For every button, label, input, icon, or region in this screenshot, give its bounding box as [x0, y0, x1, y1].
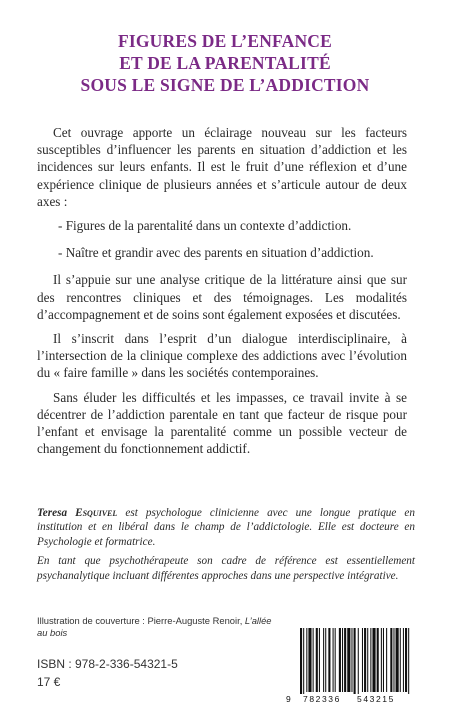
title-line-2: ET DE LA PARENTALITÉ [119, 53, 331, 73]
barcode-group-right: 543215 [357, 694, 395, 704]
description-paragraph-3: Il s’inscrit dans l’esprit d’un dialogue interdisciplinaire, à l’intersection de la clinique complexe des addictions avec l’évolution du « faire famille » dans les sociétés contemporaines. [37, 331, 407, 381]
barcode-digit-first: 9 [286, 694, 291, 704]
barcode-group-left: 782336 [303, 694, 341, 704]
author-bio [37, 506, 415, 588]
description-paragraph-2: Il s’appuie sur une analyse critique de la littérature ainsi que sur des rencontres cliniques et des témoignages. Les modalités d’accompagnement et de soins sont également exposées et discutées. [37, 272, 407, 322]
cover-illustration-credit [37, 615, 277, 639]
price: 17 € [37, 675, 61, 689]
back-cover-description [37, 124, 407, 464]
credit-prefix: Illustration de couverture : Pierre-Auguste Renoir, [37, 615, 245, 626]
axis-item-1: - Figures de la parentalité dans un contexte d’addiction. [58, 218, 352, 234]
description-paragraph-4: Sans éluder les difficultés et les impasses, ce travail invite à se décentrer de l’addiction parentale en tant que facteur de risque pour l’enfant et envisage la parentalité comme un possible vecteur de changement du fonctionnement addictif. [37, 389, 407, 457]
isbn: ISBN : 978-2-336-54321-5 [37, 657, 178, 671]
barcode-bars [286, 626, 416, 694]
title-line-1: FIGURES DE L’ENFANCE [117, 31, 333, 51]
author-last-name: Esquivel [75, 507, 118, 519]
book-title [0, 30, 450, 96]
author-bio-paragraph-2: En tant que psychothérapeute son cadre de référence est essentiellement psychanalytique incluant différentes approches dans une perspective intégrative. [37, 555, 415, 582]
author-bio-text-1: est psychologue clinicienne avec une longue pratique en institution et en libéral dans le champ de l’addictologie. Elle est docteure en Psychologie et formatrice. [37, 507, 415, 548]
isbn-barcode [286, 626, 416, 706]
title-line-3: SOUS LE SIGNE DE L’ADDICTION [80, 75, 370, 95]
credit-work-title: L’allée au bois [37, 615, 272, 638]
description-paragraph-1: Cet ouvrage apporte un éclairage nouveau sur les facteurs susceptibles d’influencer les parents en situation d’addiction et les incidences sur leurs enfants. Il est le fruit d’une réflexion et d’une expérience clinique de plusieurs années et s’articule autour de deux axes : [37, 125, 407, 209]
author-first-name: Teresa [37, 507, 68, 519]
author-bio-paragraph-1 [37, 506, 415, 549]
axis-item-2: - Naître et grandir avec des parents en situation d’addiction. [58, 245, 374, 261]
